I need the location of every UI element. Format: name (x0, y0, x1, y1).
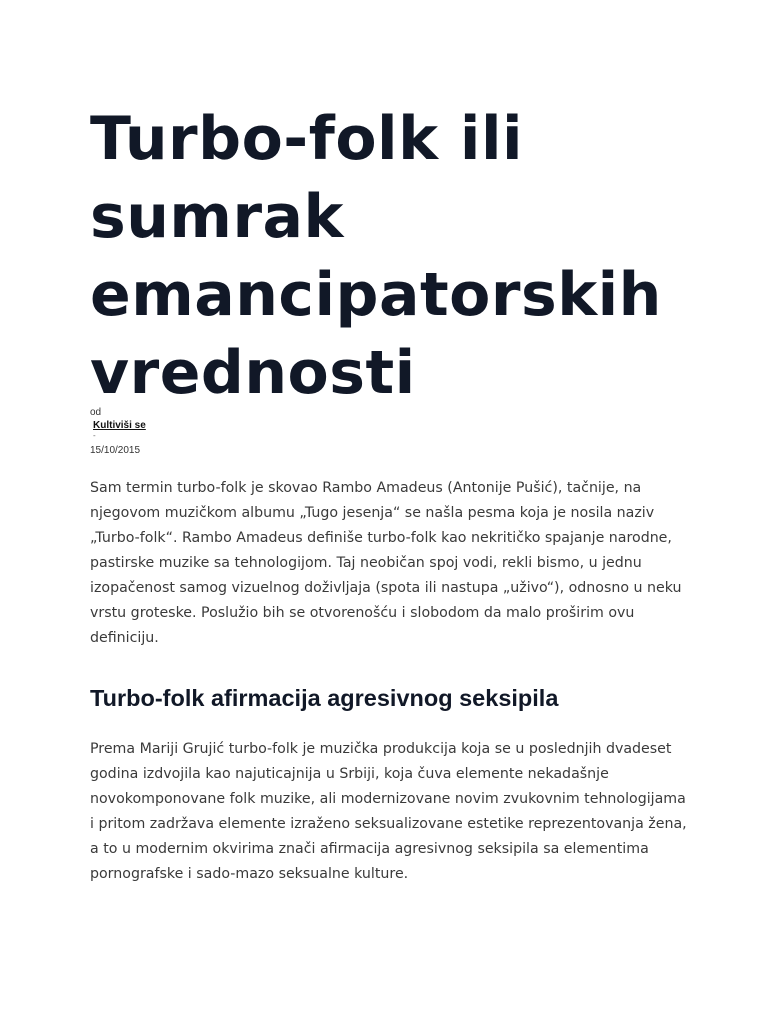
byline-separator: - (93, 431, 96, 440)
article-paragraph-1: Sam termin turbo-folk je skovao Rambo Amadeus (Antonije Pušić), tačnije, na njegovom muzičkom albumu „Tugo jesenja“ se našla pesma koja je nosila naziv „Turbo-folk“. Rambo Amadeus definiše turbo-folk kao nekritičko spajanje narodne, pastirske muzike sa tehnologijom. Taj neobičan spoj vodi, rekli bismo, u jednu izopačenost samog vizuelnog doživljaja (spota ili nastupa „uživo“), odnosno u neku vrstu groteske. Poslužio bih se otvorenošću i slobodom da malo proširim ovu definiciju. (90, 480, 682, 646)
section-heading: Turbo-folk afirmacija agresivnog seksipila (90, 685, 559, 711)
article-paragraph-2: Prema Mariji Grujić turbo-folk je muzička produkcija koja se u poslednjih dvadeset godina izdvojila kao najuticajnija u Srbiji, koja čuva elemente nekadašnje novokomponovane folk muzike, ali modernizovane novim zvukovnim tehnologijama i pritom zadržava elemente izraženo seksualizovane estetike reprezentovanja žena, a to u modernim okvirima znači afirmacija agresivnog seksipila sa elementima pornografske i sado-mazo seksualne kulture. (90, 741, 687, 882)
author-link[interactable]: Kultiviši se (93, 420, 146, 431)
article-title: Turbo-folk ili sumrak emancipatorskih vrednosti (90, 104, 662, 408)
publish-date: 15/10/2015 (90, 445, 141, 456)
byline-prefix: od (90, 407, 102, 418)
